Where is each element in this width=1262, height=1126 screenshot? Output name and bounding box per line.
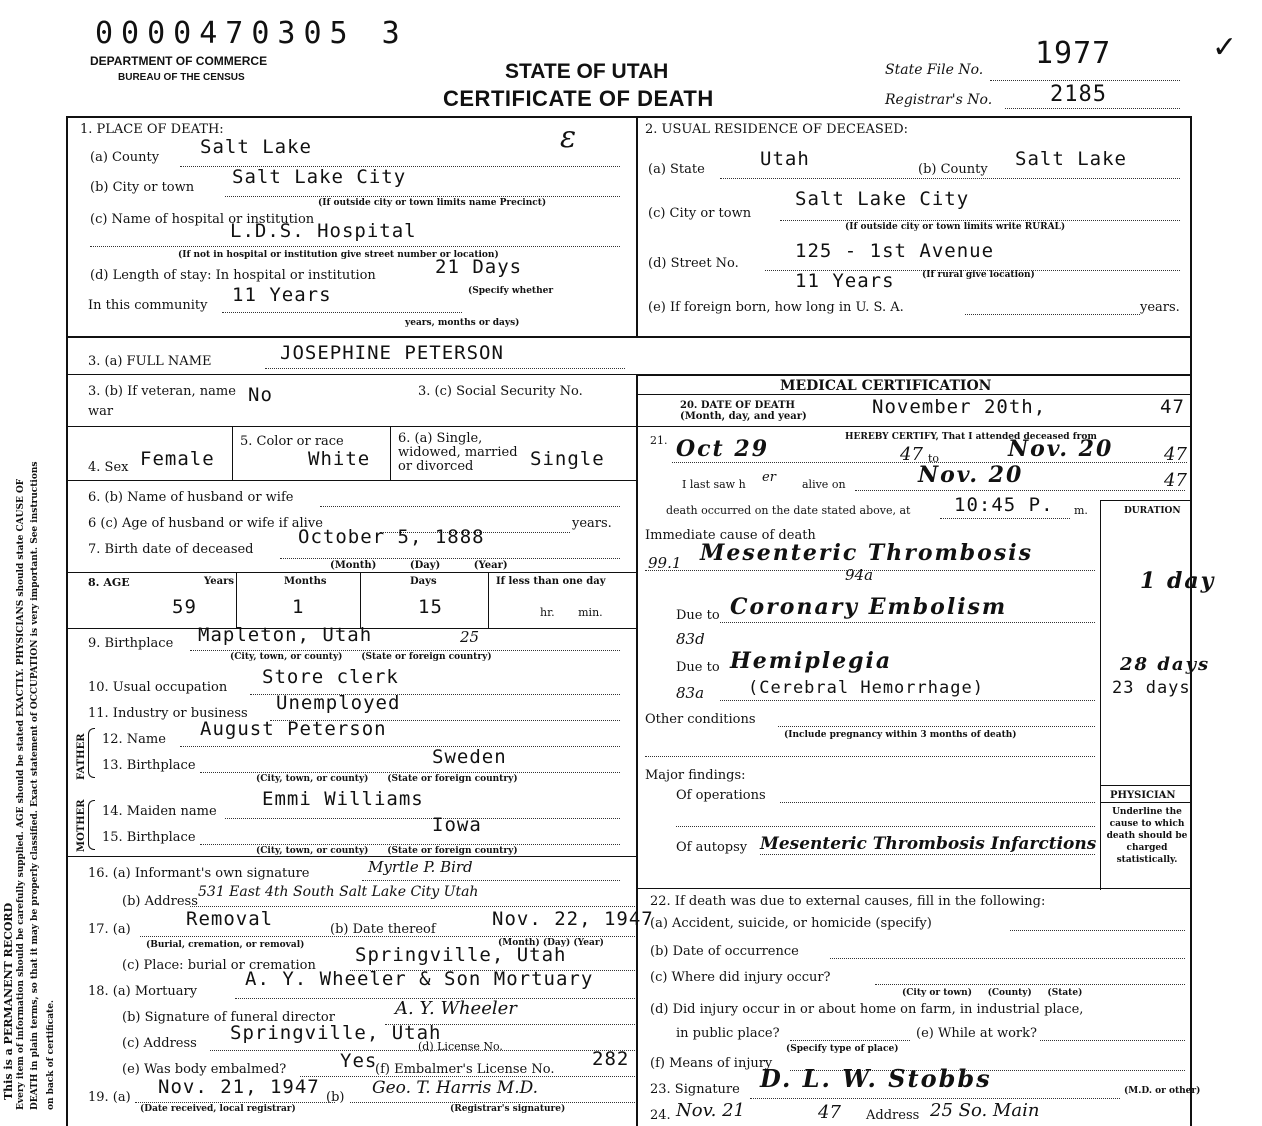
burial-date-value: Nov. 22, 1947: [492, 908, 654, 930]
physician-heading: PHYSICIAN: [1110, 790, 1176, 801]
cause1-value: Mesenteric Thrombosis: [700, 540, 1033, 566]
specify-note: (Specify whether: [468, 286, 554, 296]
embalmed-label: (e) Was body embalmed?: [122, 1062, 287, 1077]
burial-date-label: (b) Date thereof: [330, 922, 436, 937]
mother-name-value: Emmi Williams: [262, 788, 424, 810]
residence-county-label: (b) County: [918, 162, 988, 177]
informant-address: 531 East 4th South Salt Lake City Utah: [198, 884, 479, 900]
death-date-label: 20. DATE OF DEATH (Month, day, and year): [680, 400, 807, 422]
external-c-label: (c) Where did injury occur?: [650, 970, 831, 985]
embalmer-value: 282: [592, 1048, 630, 1070]
last-saw-label: I last saw h: [682, 478, 746, 491]
industry-label: 11. Industry or business: [88, 706, 248, 721]
age-label: 8. AGE: [88, 576, 130, 589]
residence-state-value: Utah: [760, 148, 810, 170]
death-county-value: Salt Lake: [200, 136, 312, 158]
external-a-label: (a) Accident, suicide, or homicide (specify): [650, 916, 932, 931]
hr-min-label: hr. min.: [540, 606, 603, 619]
birthplace-code: 25: [460, 628, 480, 646]
registrar-sig-label: (b): [326, 1090, 345, 1105]
community-value: 11 Years: [232, 284, 332, 306]
external-heading: 22. If death was due to external causes, fill in the following:: [650, 894, 1046, 909]
serial-number: 0000470305 3: [95, 16, 408, 51]
occupation-value: Store clerk: [262, 666, 399, 688]
received-value: Nov. 21, 1947: [158, 1076, 320, 1098]
birthplace-value: Mapleton, Utah: [198, 624, 373, 646]
foreign-born-label: (e) If foreign born, how long in U. S. A.: [648, 300, 904, 315]
bureau-label: BUREAU OF THE CENSUS: [118, 72, 245, 83]
informant-signature: Myrtle P. Bird: [368, 858, 473, 876]
mortuary-address-label: (c) Address: [122, 1036, 197, 1051]
margin-permanent-record: This is a PERMANENT RECORD: [2, 902, 15, 1100]
attend-to-value: Nov. 20: [1008, 436, 1114, 462]
external-d2-sub: (Specify type of place): [786, 1044, 899, 1054]
age-days-value: 15: [418, 596, 443, 618]
age-years-value: 59: [172, 596, 197, 618]
birth-date-value: October 5, 1888: [298, 526, 485, 548]
other-conditions-label: Other conditions: [645, 712, 756, 727]
cause1-code: 99.1: [648, 554, 682, 572]
check-mark-icon: ✓: [1212, 30, 1238, 65]
date-signed-label: 24.: [650, 1108, 671, 1123]
birthplace-label: 9. Birthplace: [88, 636, 174, 651]
date-signed-value: Nov. 21: [676, 1100, 745, 1121]
disposal-label: 17. (a): [88, 922, 131, 937]
immediate-cause-label: Immediate cause of death: [645, 528, 816, 543]
autopsy-label: Of autopsy: [676, 840, 748, 855]
community-label: In this community: [88, 298, 208, 313]
mother-birthplace-sub: (City, town, or county) (State or foreign country): [256, 846, 518, 856]
foreign-years-label: years.: [1140, 300, 1180, 315]
registrar-sig-sub: (Registrar's signature): [450, 1104, 566, 1114]
major-findings-label: Major findings:: [645, 768, 746, 783]
attend-to-year: 47: [1164, 444, 1187, 465]
director-signature: A. Y. Wheeler: [395, 998, 517, 1019]
mortuary-label: 18. (a) Mortuary: [88, 984, 198, 999]
birth-date-label: 7. Birth date of deceased: [88, 542, 254, 557]
received-sub: (Date received, local registrar): [140, 1104, 296, 1114]
mother-tag: MOTHER: [76, 799, 87, 852]
cert-number: 21.: [650, 434, 668, 447]
sex-value: Female: [140, 448, 215, 470]
father-birthplace-value: Sweden: [432, 746, 507, 768]
attend-from-value: Oct 29: [676, 436, 769, 462]
age-months-value: 1: [292, 596, 305, 618]
other-conditions-sub: (Include pregnancy within 3 months of death): [784, 730, 1017, 740]
cause4-code: 83a: [676, 684, 705, 702]
age-years-col: Years: [204, 576, 235, 587]
license-label: (d) License No.: [418, 1040, 503, 1053]
alive-on-label: alive on: [802, 478, 846, 491]
margin-line-3: DEATH in plain terms, so that it may be properly classified. Exact statement of OCCUPATION is very important. See instructions: [30, 461, 40, 1110]
residence-city-value: Salt Lake City: [795, 188, 970, 210]
death-city-label: (b) City or town: [90, 180, 195, 195]
father-name-value: August Peterson: [200, 718, 387, 740]
state-title: STATE OF UTAH: [505, 60, 669, 83]
hospital-note: (If not in hospital or institution give street number or location): [178, 250, 499, 260]
place-of-death-heading: 1. PLACE OF DEATH:: [80, 122, 224, 137]
director-label: (b) Signature of funeral director: [122, 1010, 335, 1025]
burial-place-label: (c) Place: burial or cremation: [122, 958, 316, 973]
death-county-label: (a) County: [90, 150, 160, 165]
cause2-code: 94a: [845, 566, 874, 584]
margin-line-2: Every item of information should be carefully supplied. AGE should be stated EXACTLY. PHYSICIANS should state CAUSE OF: [16, 478, 26, 1110]
certificate-title: CERTIFICATE OF DEATH: [443, 86, 714, 111]
birthplace-sub: (City, town, or county) (State or foreign country): [230, 652, 492, 662]
age-months-col: Months: [284, 576, 327, 587]
hospital-value: L.D.S. Hospital: [230, 220, 417, 242]
ssn-label-text: 3. (c) Social Security No.: [418, 384, 583, 399]
physician-address-label: Address: [866, 1108, 920, 1123]
spouse-label: 6. (b) Name of husband or wife: [88, 490, 294, 505]
residence-street-label: (d) Street No.: [648, 256, 739, 271]
last-saw-her: er: [762, 470, 776, 485]
death-city-value: Salt Lake City: [232, 166, 407, 188]
embalmed-value: Yes: [340, 1050, 378, 1072]
veteran-label: [88, 382, 238, 422]
full-name-value: JOSEPHINE PETERSON: [280, 342, 504, 364]
margin-instructions: [0, 0, 62, 1126]
birth-date-sub: (Month) (Day) (Year): [330, 560, 508, 571]
residence-street-value: 125 - 1st Avenue: [795, 240, 995, 262]
veteran-label-text: 3. (b) If veteran, name war: [88, 384, 236, 419]
units-note: years, months or days): [405, 318, 520, 328]
hospital-label: (c) Name of hospital or institution: [90, 212, 315, 227]
state-file-label: State File No.: [885, 62, 984, 78]
cause3-code: 83d: [676, 630, 705, 648]
due-to-2-label: Due to: [676, 660, 720, 675]
external-b-label: (b) Date of occurrence: [650, 944, 799, 959]
mother-bracket: [88, 800, 95, 850]
marital-label: [398, 432, 528, 474]
ssn-label: [418, 382, 608, 402]
veteran-value: No: [248, 384, 273, 406]
disposal-value: Removal: [186, 908, 274, 930]
age-less-than-day: If less than one day: [496, 576, 606, 587]
mother-birthplace-value: Iowa: [432, 814, 482, 836]
sex-label: 4. Sex: [88, 460, 129, 475]
cause3-value: Hemiplegia: [730, 648, 893, 674]
attend-from-year: 47: [900, 444, 923, 465]
spouse-years-label: years.: [572, 516, 612, 531]
certify-text: HEREBY CERTIFY, That I attended deceased from: [845, 432, 1097, 442]
registrar-number-label: Registrar's No.: [885, 92, 993, 108]
physician-address: 25 So. Main: [930, 1100, 1040, 1121]
medical-heading: MEDICAL CERTIFICATION: [780, 378, 992, 394]
age-days-col: Days: [410, 576, 437, 587]
industry-value: Unemployed: [276, 692, 401, 714]
residence-heading: 2. USUAL RESIDENCE OF DECEASED:: [645, 122, 909, 137]
stay-value: 21 Days: [435, 256, 523, 278]
residence-city-note: (If outside city or town limits write RURAL): [845, 222, 1066, 232]
autopsy-value: Mesenteric Thrombosis Infarctions: [760, 834, 1097, 854]
last-saw-year: 47: [1164, 470, 1187, 491]
state-file-number: 1977: [1035, 36, 1112, 71]
disposal-sub: (Burial, cremation, or removal): [146, 940, 305, 950]
color-label-text: 5. Color or race: [240, 434, 344, 449]
physician-signature-label: 23. Signature: [650, 1082, 740, 1097]
embalmer-label: (f) Embalmer's License No.: [375, 1062, 555, 1077]
date-signed-year: 47: [818, 1102, 841, 1123]
department-label: DEPARTMENT OF COMMERCE: [90, 54, 268, 68]
physician-note: Underline the cause to which death should be charged statistically.: [1106, 807, 1188, 865]
m-label: m.: [1074, 504, 1088, 517]
physician-signature: D. L. W. Stobbs: [760, 1064, 992, 1093]
mortuary-value: A. Y. Wheeler & Son Mortuary: [245, 968, 594, 990]
mother-birthplace-label: 15. Birthplace: [102, 830, 196, 845]
full-name-label: 3. (a) FULL NAME: [88, 354, 212, 369]
duration-label: DURATION: [1124, 506, 1181, 516]
residence-county-value: Salt Lake: [1015, 148, 1127, 170]
time-value: 10:45 P.: [954, 494, 1054, 516]
burial-date-sub: (Month) (Day) (Year): [498, 938, 604, 948]
duration1-value: 1 day: [1140, 568, 1216, 594]
occurred-label: death occurred on the date stated above, at: [666, 504, 911, 517]
received-label: 19. (a): [88, 1090, 131, 1105]
registrar-number: 2185: [1050, 82, 1107, 107]
cause2-value: Coronary Embolism: [730, 594, 1008, 620]
father-birthplace-label: 13. Birthplace: [102, 758, 196, 773]
residence-years-value: 11 Years: [795, 270, 895, 292]
marital-label-text: 6. (a) Single, widowed, married or divorced: [398, 431, 518, 474]
burial-place-value: Springville, Utah: [355, 944, 567, 966]
external-c-sub: (City or town) (County) (State): [902, 988, 1083, 998]
occupation-label: 10. Usual occupation: [88, 680, 228, 695]
informant-label: 16. (a) Informant's own signature: [88, 866, 310, 881]
mortuary-address-value: Springville, Utah: [230, 1022, 442, 1044]
last-saw-date: Nov. 20: [918, 462, 1024, 488]
cause4-value: (Cerebral Hemorrhage): [748, 678, 984, 698]
external-f-label: (f) Means of injury: [650, 1056, 773, 1071]
death-year-value: 47: [1160, 396, 1185, 418]
external-e-label: (e) While at work?: [916, 1026, 1037, 1041]
external-d-label: (d) Did injury occur in or about home on farm, in industrial place,: [650, 1002, 1084, 1017]
md-label: (M.D. or other): [1124, 1086, 1201, 1096]
death-city-note: (If outside city or town limits name Precinct): [318, 198, 547, 208]
operations-label: Of operations: [676, 788, 766, 803]
external-d2-label: in public place?: [676, 1026, 780, 1041]
residence-street-note: (If rural give location): [922, 270, 1035, 280]
stay-label: (d) Length of stay: In hospital or institution: [90, 268, 376, 283]
color-value: White: [308, 448, 371, 470]
father-name-label: 12. Name: [102, 732, 166, 747]
attend-to-label: to: [928, 452, 940, 465]
duration4-value: 23 days: [1112, 678, 1191, 698]
residence-state-label: (a) State: [648, 162, 705, 177]
annotation-mark: ɛ: [560, 120, 577, 155]
father-bracket: [88, 728, 95, 778]
duration3-value: 28 days: [1120, 654, 1211, 675]
father-tag: FATHER: [76, 733, 87, 780]
death-date-value: November 20th,: [872, 396, 1047, 418]
due-to-1-label: Due to: [676, 608, 720, 623]
father-birthplace-sub: (City, town, or county) (State or foreign country): [256, 774, 518, 784]
marital-value: Single: [530, 448, 605, 470]
informant-address-label: (b) Address: [122, 894, 198, 909]
mother-name-label: 14. Maiden name: [102, 804, 217, 819]
residence-city-label: (c) City or town: [648, 206, 752, 221]
registrar-signature: Geo. T. Harris M.D.: [372, 1078, 539, 1098]
margin-line-4: on back of certificate.: [46, 999, 56, 1110]
spouse-age-label: 6 (c) Age of husband or wife if alive: [88, 516, 323, 531]
